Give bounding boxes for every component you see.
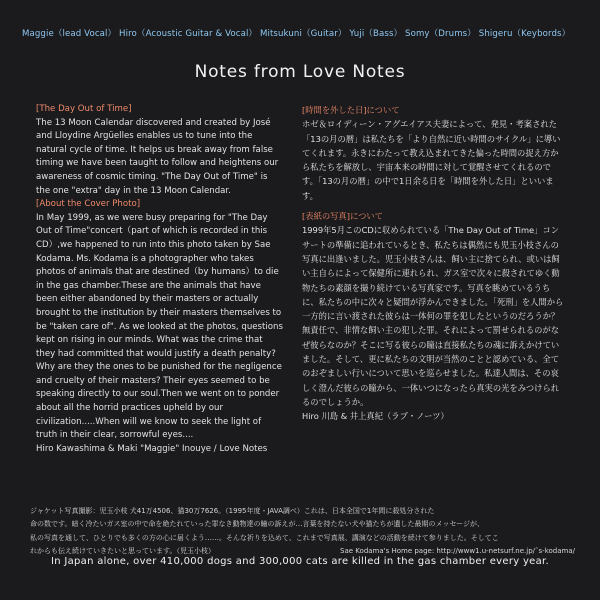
- signature: Hiro Kawashima & Maki "Maggie" Inouye / Love Notes: [36, 443, 268, 454]
- signature-jp: Hiro 川島 & 井上真紀（ラブ・ノーツ）: [302, 411, 449, 422]
- photo-caption: [30, 505, 575, 559]
- section-heading-cover-photo: [About the Cover Photo]: [36, 199, 141, 210]
- english-column: [36, 103, 284, 456]
- caption-line: ジャケット写真撮影：児玉小枝 犬41万4506、猫30万7626。（1995年度・JAVA調べ）これは、日本全国で1年間に殺処分された: [30, 507, 435, 515]
- caption-line: 私の写真を通して、ひとりでも多くの方の心に届くよう……。そんな祈りを込めて、これまで写真展、講演などの活動を続けて参りました。そしてこ: [30, 533, 499, 542]
- day-out-of-time-text-jp: ホゼ＆ロイディーン・アグエイアス夫妻によって、発見・考案された「13の月の暦」は私たちを「より自然に近い時間のサイクル」に導いてくれます。永きにわたって教え込まれてきた偏った時間の捉え方から私たちを解放し、宇宙本来の時間に対して覚醒させてくれるのです。「13の月の暦」の中で1日余る日を「時間を外した日」といいます。: [302, 119, 561, 201]
- band-credits: Maggie（lead Vocal） Hiro（Acoustic Guitar & Vocal） Mitsukuni（Guitar） Yuji（Bass） Somy（Drums） Shigeru（Keybords）: [22, 29, 571, 39]
- cover-photo-text: In May 1999, as we were busy preparing for "The Day Out of Time"concert（part of which is recorded in this CD）,we happened to run into this photo taken by Sae Kodama. Ms. Kodama is a photographer who takes photos of animals that are destined（by humans）to die in the gas chamber.These are the animals that have been either abandoned by their masters or actually brought to the institution by their masters themselves to be "taken care of". As we looked at the photos, questions kept on rising in our minds. What was the crime that they had committed that would justify a death penalty? Why are they the ones to be punished for the negligence and cruelty of their masters? Their eyes seemed to be speaking directly to our soul.Then we went on to ponder about all the horrid practices upheld by our civilization.....When will we know to seek the light of truth in their clear, sorrowful eyes....: [36, 212, 283, 441]
- day-out-of-time-text: The 13 Moon Calendar discovered and created by José and Lloydine Argüelles enables us to tune into the natural cycle of time. It helps us break away from false timing we have been taught to follow and heightens our awareness of cosmic timing. "The Day Out of Time" is the one "extra" day in the 13 Moon Calendar.: [36, 117, 279, 196]
- homepage-link[interactable]: Sae Kodama's Home page: http://www1.u-netsurf.ne.jp/˜s-kodama/: [340, 547, 575, 556]
- section-heading-day-out-of-time-jp: [時間を外した日]について: [302, 105, 400, 115]
- page-title: Notes from Love Notes: [194, 62, 406, 82]
- japanese-column: [302, 103, 564, 424]
- caption-line: 命の数です。暗く冷たいガス室の中で命を絶たれていった罪なき動物達の瞳の訴えが…言葉を持たない犬や猫たちが遺した最期のメッセージが、: [30, 520, 485, 529]
- footer-statement: In Japan alone, over 410,000 dogs and 300,000 cats are killed in the gas chamber every year.: [50, 556, 550, 567]
- section-heading-day-out-of-time: [The Day Out of Time]: [36, 104, 132, 114]
- caption-credit: れからも伝え続けていきたいと思っています。（児玉小枝）: [30, 547, 215, 556]
- cover-photo-text-jp: 1999年5月このCDに収められている「The Day Out of Time」コンサートの準備に追われているとき、私たちは偶然にも児玉小枝さんの写真に出逢いました。児玉小枝さんは、飼い主に捨てられ、或いは飼い主自らによって保健所に連れられ、ガス室で次々に殺されてゆく動物たちの素顔を撮り続けている写真家です。写真を眺めているうちに、私たちの中に次々と疑問が浮かんできました。「死刑」を人間から一方的に言い渡された彼らは一体何の罪を犯したというのだろうか？無責任で、非情な飼い主の犯した罪。それによって罰せられるのがなぜ彼らなのか？そこに写る彼らの瞳は直接私たちの魂に訴えかけていました。そして、更に私たちの文明が当然のことと認めている、全てのおぞましい行いについて思いを巡らせました。私達人間は、その哀しく澄んだ彼らの瞳から、一体いつになったら真実の光をみつけられるのでしょうか。: [302, 225, 564, 407]
- section-heading-cover-photo-jp: [表紙の写真]について: [302, 211, 383, 222]
